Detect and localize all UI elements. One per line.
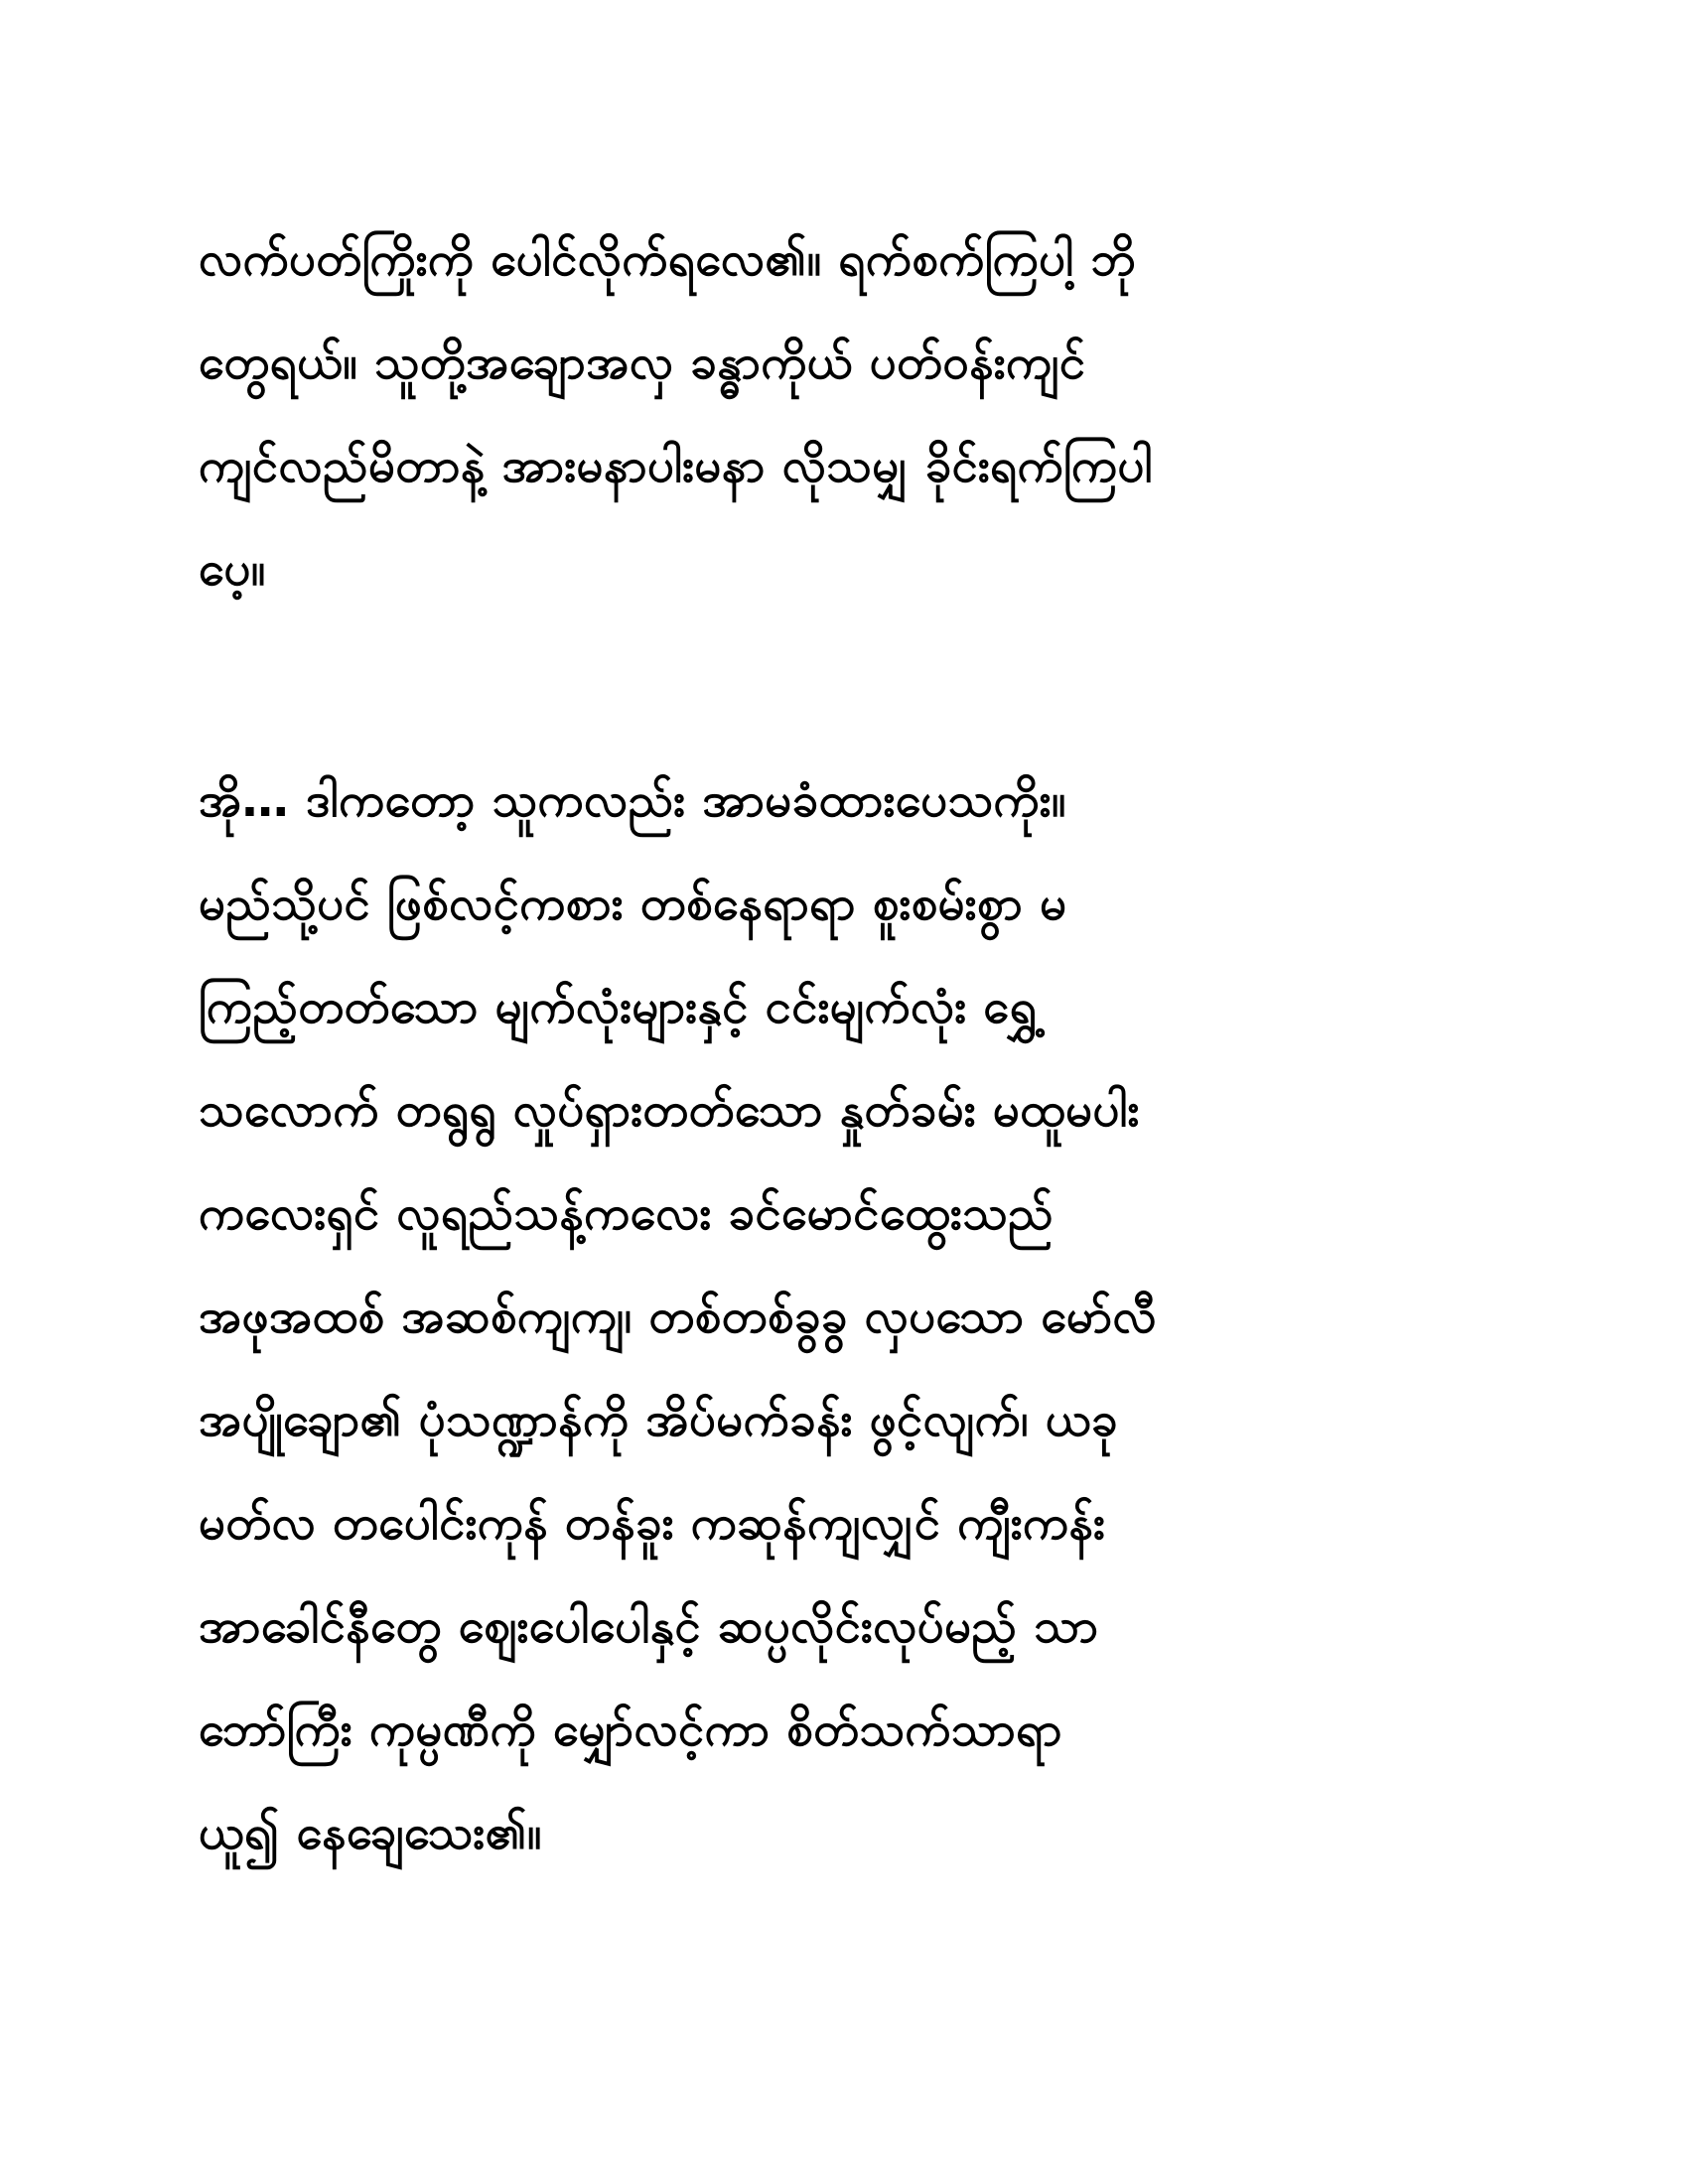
text-line: မည်သို့ပင် ဖြစ်လင့်ကစား တစ်နေရာရာ စူးစမ်းစွာ မ: [199, 877, 1067, 931]
text-line: လက်ပတ်ကြိုးကို ပေါင်လိုက်ရလေ၏။ ရက်စက်ကြပါ့ ဘို: [199, 232, 1137, 287]
text-line: ကြည့်တတ်သော မျက်လုံးများနှင့် ငင်းမျက်လုံး ရွှေ့: [199, 980, 1038, 1034]
text-line: အဖုအထစ် အဆစ်ကျကျ၊ တစ်တစ်ခွခွ လှပသော မော်လီ: [199, 1290, 1158, 1344]
paragraph-1: [199, 208, 1509, 621]
text-line: ကျင်လည်မိတာနဲ့ အားမနာပါးမနာ လိုသမျှ ခိုင်းရက်ကြပါ: [199, 439, 1153, 493]
text-line: တွေရယ်။ သူတို့အချောအလှ ခန္ဓာကိုယ် ပတ်ဝန်းကျင်: [199, 336, 1086, 390]
text-line: ဘော်ကြီး ကုမ္ပဏီကို မျှော်လင့်ကာ စိတ်သက်သာရာ: [199, 1703, 1062, 1757]
text-line: အို… ဒါကတော့ သူကလည်း အာမခံထားပေသကိုး။: [199, 773, 1066, 828]
text-line: အပျိုချော၏ ပုံသဏ္ဍာန်ကို အိပ်မက်ခန်း ဖွင့်လျက်၊ ယခု: [199, 1393, 1118, 1447]
text-line: ကလေးရှင် လူရည်သန့်ကလေး ခင်မောင်ထွေးသည်: [199, 1186, 1055, 1241]
text-line: အာခေါင်နီတွေ ဈေးပေါပေါနှင့် ဆပ္ပလိုင်းလုပ်မည့် သာ: [199, 1599, 1099, 1654]
text-line: သလောက် တရွရွ လှုပ်ရှားတတ်သော နှုတ်ခမ်း မထူမပါး: [199, 1083, 1140, 1138]
text-line: ပေ့။: [199, 542, 266, 597]
text-line: ယူ၍ နေချေသေး၏။: [199, 1806, 542, 1860]
paragraph-2: [199, 750, 1509, 1885]
text-line: မတ်လ တပေါင်းကုန် တန်ခူး ကဆုန်ကျလျှင် ကျီးကန်း: [199, 1496, 1106, 1551]
